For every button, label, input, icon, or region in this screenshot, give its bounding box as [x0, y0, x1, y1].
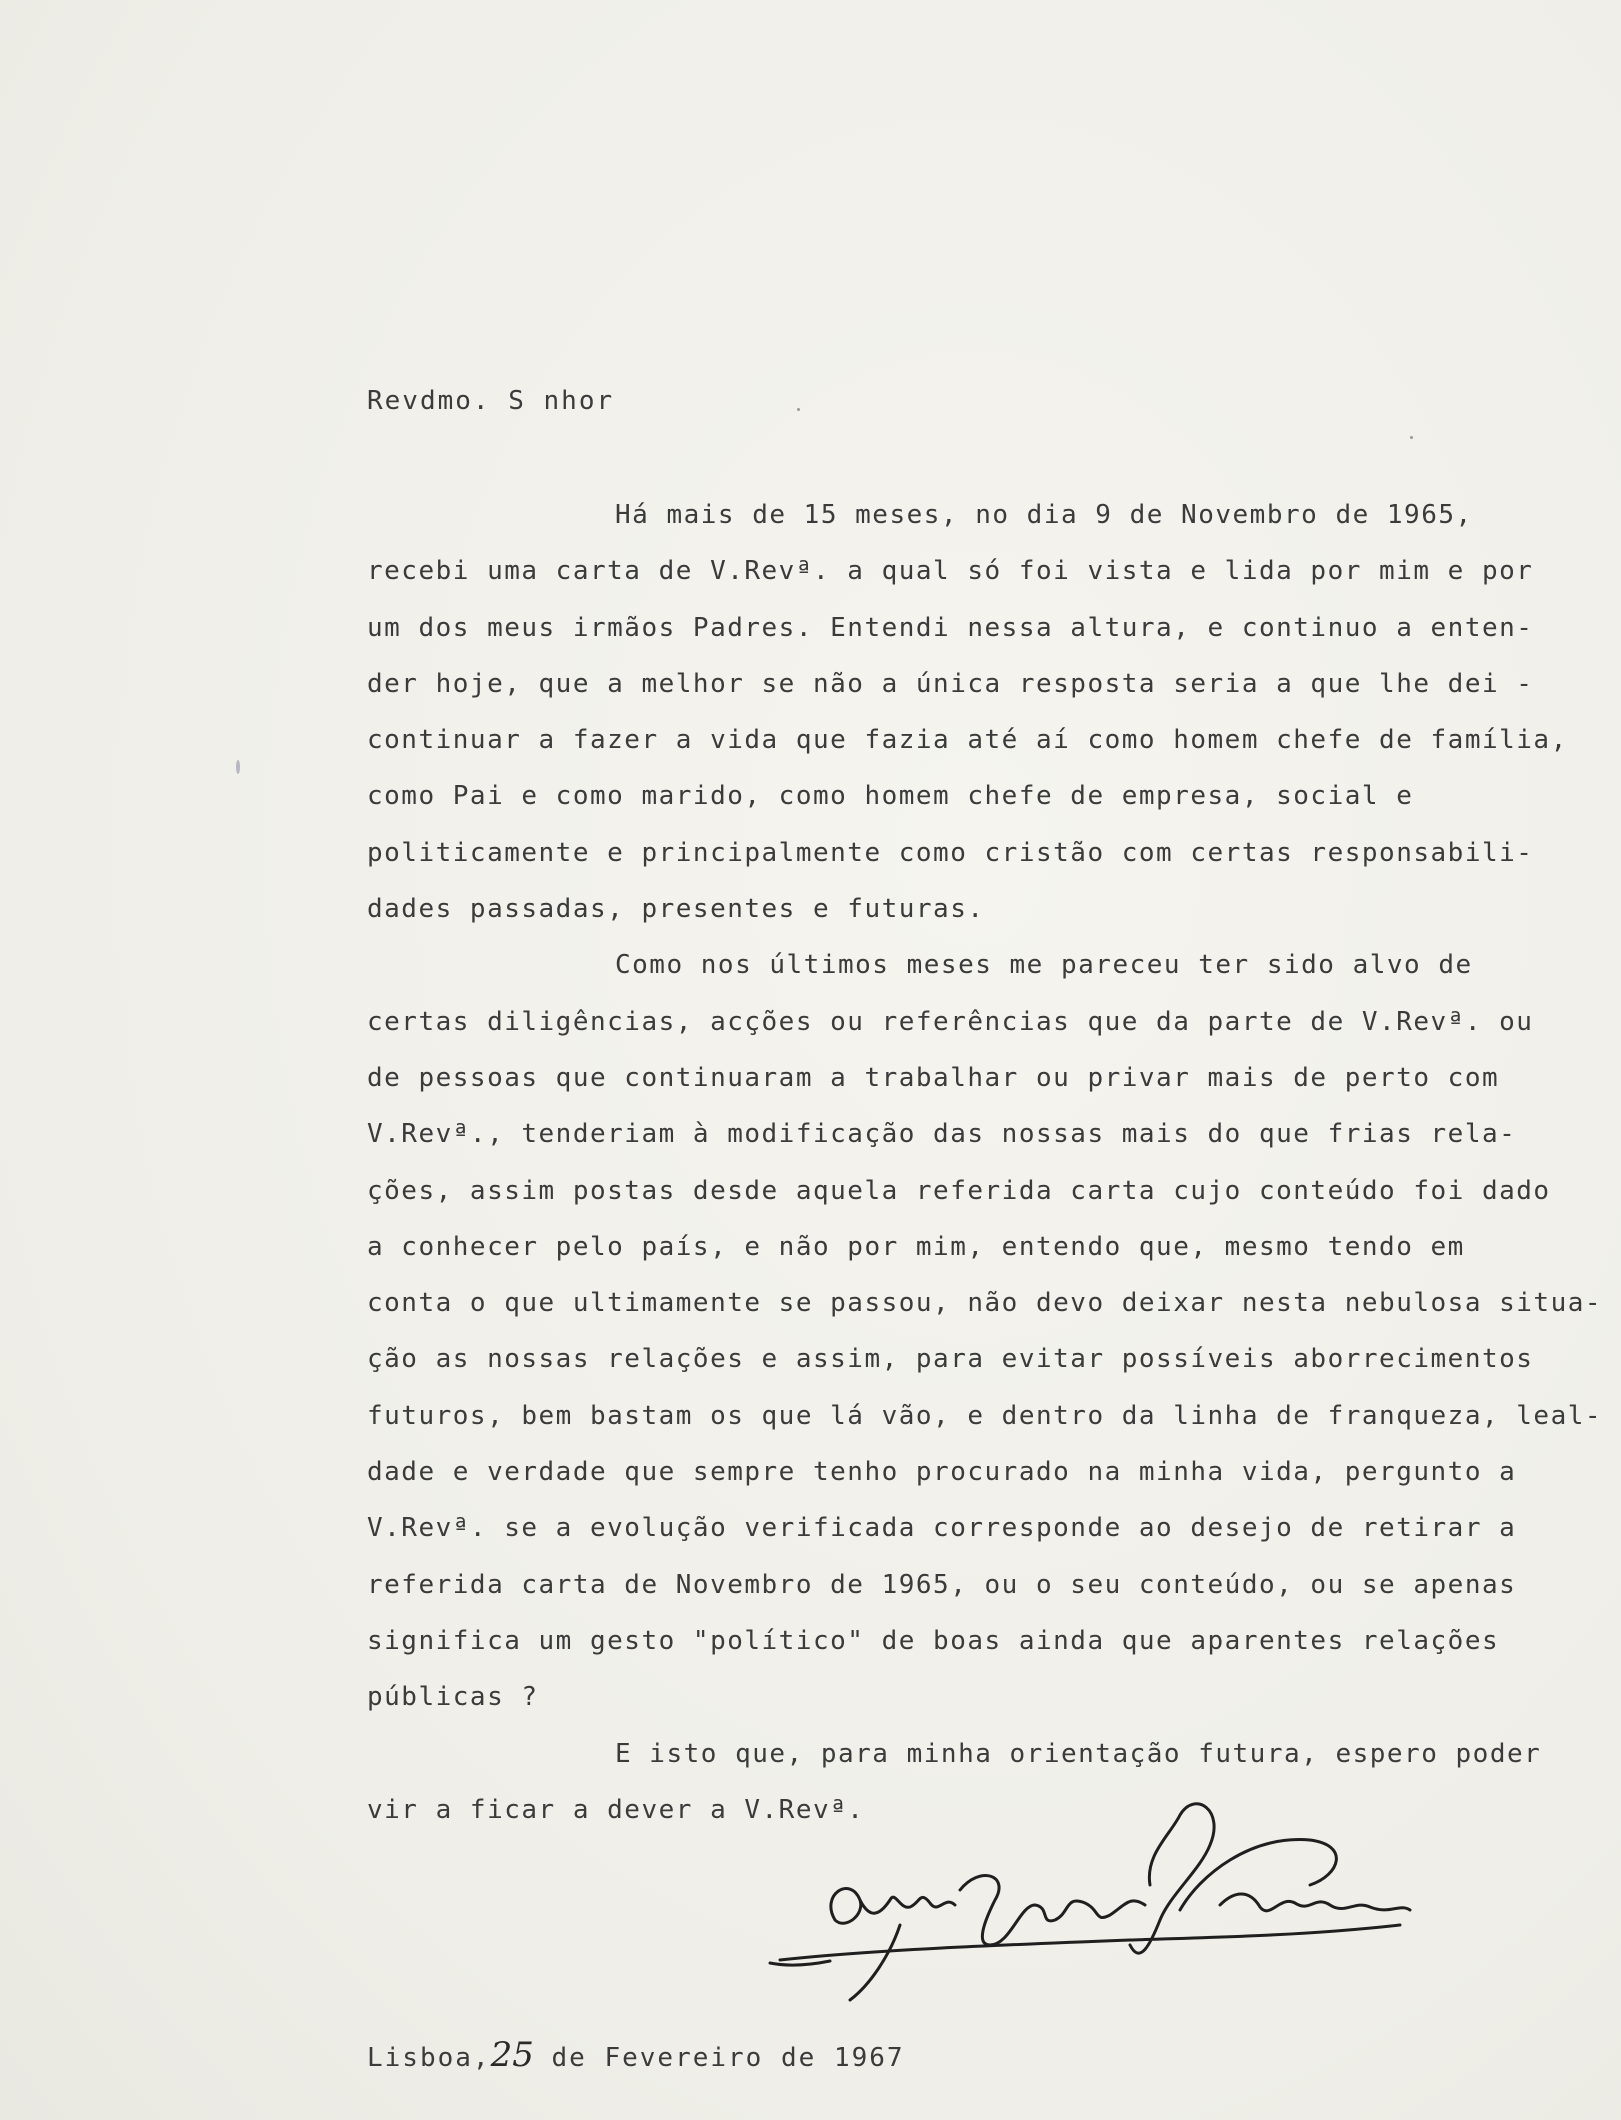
- paragraph-2-line-9: futuros, bem bastam os que lá vão, e dentro da linha de franqueza, leal-: [367, 1400, 1603, 1431]
- paragraph-2-line-12: referida carta de Novembro de 1965, ou o seu conteúdo, ou se apenas: [367, 1569, 1517, 1600]
- paragraph-2-line-5: ções, assim postas desde aquela referida carta cujo conteúdo foi dado: [367, 1175, 1551, 1206]
- paragraph-2-line-11: V.Revª. se a evolução verificada corresponde ao desejo de retirar a: [367, 1513, 1517, 1544]
- letter-dateline: [367, 2035, 905, 2075]
- paragraph-3-line-2: vir a ficar a dever a V.Revª.: [367, 1794, 865, 1825]
- paragraph-2-line-10: dade e verdade que sempre tenho procurado na minha vida, pergunto a: [367, 1457, 1517, 1488]
- paragraph-1-line-3: um dos meus irmãos Padres. Entendi nessa altura, e continuo a enten-: [367, 612, 1534, 643]
- paragraph-1-line-6: como Pai e como marido, como homem chefe de empresa, social e: [367, 781, 1414, 812]
- letter-body: [367, 497, 1603, 1848]
- paragraph-2-line-8: ção as nossas relações e assim, para evitar possíveis aborrecimentos: [367, 1344, 1534, 1375]
- paper-speck: [797, 408, 800, 411]
- paragraph-2-line-2: certas diligências, acções ou referências que da parte de V.Revª. ou: [367, 1006, 1534, 1037]
- paragraph-2-line-13: significa um gesto "político" de boas ainda que aparentes relações: [367, 1625, 1500, 1656]
- paragraph-2-line-3: de pessoas que continuaram a trabalhar ou privar mais de perto com: [367, 1062, 1500, 1093]
- paragraph-1-line-5: continuar a fazer a vida que fazia até aí como homem chefe de família,: [367, 725, 1568, 756]
- handwritten-signature: [750, 1795, 1450, 2015]
- dateline-month-year: de Fevereiro de 1967: [551, 2043, 905, 2073]
- letter-greeting: Revdmo. S nhor: [367, 386, 615, 416]
- paper-speck: [1410, 436, 1413, 439]
- paragraph-2-line-1: Como nos últimos meses me pareceu ter sido alvo de: [615, 950, 1473, 981]
- paragraph-2-line-7: conta o que ultimamente se passou, não devo deixar nesta nebulosa situa-: [367, 1288, 1603, 1319]
- paragraph-1-line-2: recebi uma carta de V.Revª. a qual só foi vista e lida por mim e por: [367, 556, 1534, 587]
- paragraph-1-line-4: der hoje, que a melhor se não a única resposta seria a que lhe dei -: [367, 668, 1534, 699]
- dateline-day-handwritten: 25: [490, 2035, 534, 2075]
- paragraph-2-line-14: públicas ?: [367, 1682, 539, 1713]
- paragraph-1-line-8: dades passadas, presentes e futuras.: [367, 894, 985, 925]
- paragraph-2-line-6: a conhecer pelo país, e não por mim, entendo que, mesmo tendo em: [367, 1231, 1465, 1262]
- paragraph-1-line-7: politicamente e principalmente como cristão com certas responsabili-: [367, 837, 1534, 868]
- paragraph-3-line-1: E isto que, para minha orientação futura, espero poder: [615, 1738, 1542, 1769]
- paragraph-2-line-4: V.Revª., tenderiam à modificação das nossas mais do que frias rela-: [367, 1119, 1517, 1150]
- paper-speck: [236, 760, 240, 774]
- dateline-city: Lisboa,: [367, 2043, 491, 2073]
- paragraph-1-line-1: Há mais de 15 meses, no dia 9 de Novembro de 1965,: [615, 500, 1473, 530]
